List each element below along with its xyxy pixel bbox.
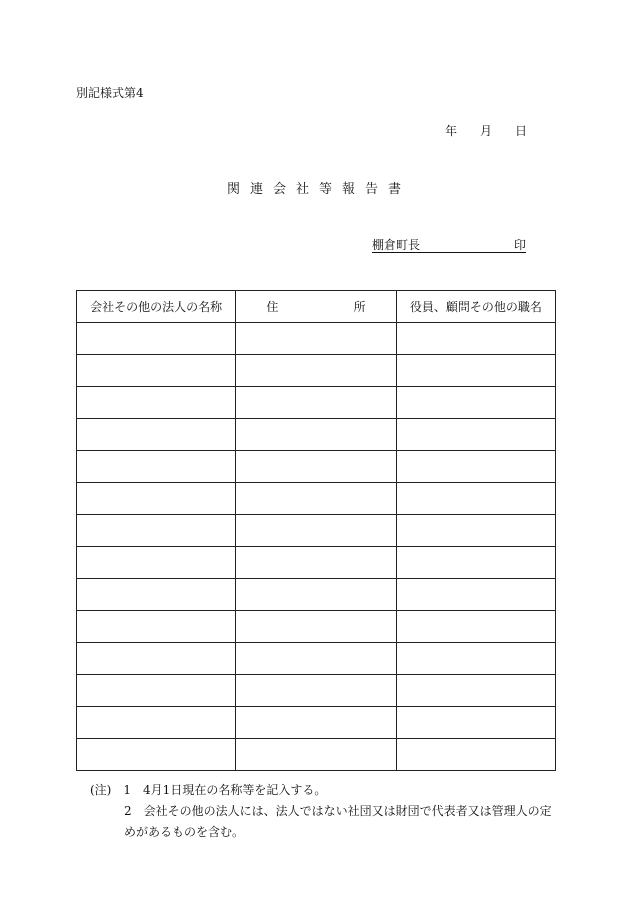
cell-company-name[interactable] — [77, 355, 236, 387]
table-row — [77, 739, 556, 771]
cell-company-name[interactable] — [77, 483, 236, 515]
date-day-label: 日 — [515, 124, 528, 138]
note-2-continuation-text: めがあるものを含む。 — [124, 825, 245, 839]
seal-mark: 印 — [513, 238, 526, 252]
cell-address[interactable] — [236, 323, 396, 355]
table-row — [77, 419, 556, 451]
table-header-row — [77, 291, 556, 323]
note-1-text: 4月1日現在の名称等を記入する。 — [143, 783, 327, 797]
note-2-continuation — [124, 822, 244, 843]
cell-address[interactable] — [236, 515, 396, 547]
cell-address[interactable] — [236, 387, 396, 419]
cell-company-name[interactable] — [77, 451, 236, 483]
header-address-part2: 所 — [353, 300, 366, 314]
table-row — [77, 643, 556, 675]
cell-position[interactable] — [396, 451, 555, 483]
table-row — [77, 547, 556, 579]
cell-company-name[interactable] — [77, 547, 236, 579]
cell-address[interactable] — [236, 355, 396, 387]
note-2-number: 2 — [124, 804, 132, 818]
related-companies-table — [76, 290, 556, 771]
cell-company-name[interactable] — [77, 419, 236, 451]
form-number: 別記様式第4 — [76, 86, 144, 100]
note-2-text: 会社その他の法人には、法人ではない社団又は財団で代表者又は管理人の定 — [143, 804, 552, 818]
header-position: 役員、顧問その他の職名 — [396, 291, 555, 323]
cell-address[interactable] — [236, 579, 396, 611]
table-row — [77, 323, 556, 355]
cell-address[interactable] — [236, 675, 396, 707]
cell-position[interactable] — [396, 323, 555, 355]
cell-address[interactable] — [236, 419, 396, 451]
table-row — [77, 675, 556, 707]
cell-position[interactable] — [396, 355, 555, 387]
cell-address[interactable] — [236, 483, 396, 515]
cell-company-name[interactable] — [77, 643, 236, 675]
cell-position[interactable] — [396, 579, 555, 611]
cell-company-name[interactable] — [77, 323, 236, 355]
note-1 — [90, 780, 326, 801]
date-month-label: 月 — [480, 124, 493, 138]
document-title: 関連会社等報告書 — [226, 182, 411, 197]
cell-address[interactable] — [236, 451, 396, 483]
cell-position[interactable] — [396, 643, 555, 675]
cell-position[interactable] — [396, 483, 555, 515]
cell-company-name[interactable] — [77, 739, 236, 771]
addressee-line — [372, 236, 526, 253]
header-address — [236, 291, 396, 323]
cell-company-name[interactable] — [77, 515, 236, 547]
table-row — [77, 387, 556, 419]
cell-position[interactable] — [396, 739, 555, 771]
cell-address[interactable] — [236, 739, 396, 771]
cell-position[interactable] — [396, 675, 555, 707]
cell-address[interactable] — [236, 707, 396, 739]
table-row — [77, 515, 556, 547]
notes-prefix: (注) — [90, 783, 112, 797]
cell-company-name[interactable] — [77, 675, 236, 707]
cell-position[interactable] — [396, 611, 555, 643]
table-row — [77, 707, 556, 739]
date-year-label: 年 — [445, 124, 458, 138]
table-row — [77, 579, 556, 611]
cell-position[interactable] — [396, 419, 555, 451]
cell-position[interactable] — [396, 547, 555, 579]
cell-company-name[interactable] — [77, 579, 236, 611]
cell-position[interactable] — [396, 515, 555, 547]
cell-company-name[interactable] — [77, 611, 236, 643]
cell-position[interactable] — [396, 707, 555, 739]
cell-position[interactable] — [396, 387, 555, 419]
cell-company-name[interactable] — [77, 387, 236, 419]
header-address-part1: 住 — [266, 300, 279, 314]
table-row — [77, 483, 556, 515]
addressee-name: 棚倉町長 — [372, 238, 421, 252]
cell-address[interactable] — [236, 643, 396, 675]
table-row — [77, 451, 556, 483]
cell-address[interactable] — [236, 547, 396, 579]
table-body — [77, 323, 556, 771]
table-row — [77, 355, 556, 387]
note-1-number: 1 — [123, 783, 132, 797]
header-company-name: 会社その他の法人の名称 — [77, 291, 236, 323]
note-2 — [124, 801, 552, 822]
cell-company-name[interactable] — [77, 707, 236, 739]
table-row — [77, 611, 556, 643]
cell-address[interactable] — [236, 611, 396, 643]
